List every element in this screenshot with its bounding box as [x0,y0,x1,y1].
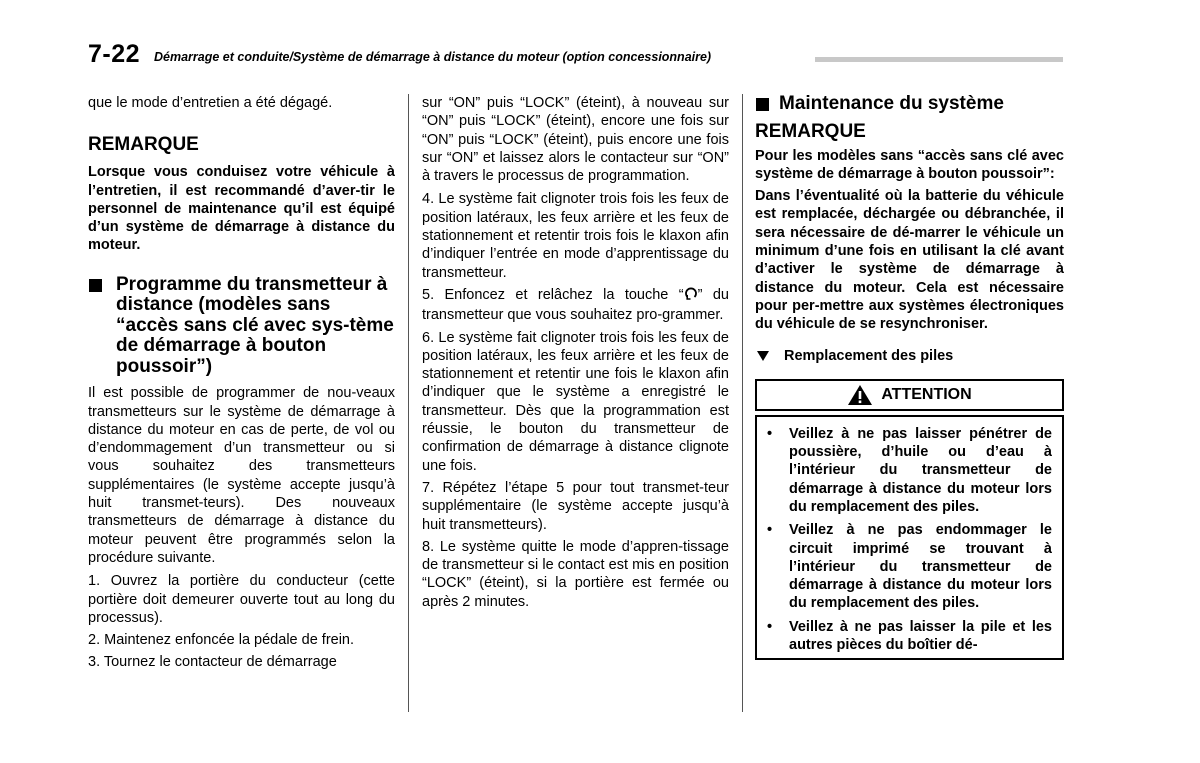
step-3-continued: sur “ON” puis “LOCK” (éteint), à nouveau sur “ON” puis “LOCK” (éteint), encore une fois sur “ON” puis “LOCK” (éteint), puis encore une fois sur “ON” et laissez alors le contacteur sur “ON” à travers le processus de programmation. [422,95,729,185]
attention-item [767,425,1052,516]
intro-text: que le mode d’entretien a été dégagé. [88,95,333,111]
chapter-title: Démarrage et conduite/Système de démarrage à distance du moteur (option concessionnaire) [154,50,712,64]
page-number: 7-22 [88,40,141,68]
bullet-icon: • [767,618,773,635]
attention-item-text: Veillez à ne pas laisser la pile et les autres pièces du boîtier dé- [789,618,1052,654]
remarque-heading: REMARQUE [88,134,199,156]
section-title: Maintenance du système [779,93,1004,114]
remote-start-key-icon [684,286,698,306]
page-header [88,40,1063,70]
column-divider [408,94,409,712]
step-5-text-b: ” du transmetteur que vous souhaitez pro-grammer. [422,286,729,324]
column-2 [422,94,729,615]
subsection-title: Remplacement des piles [784,348,954,365]
step-1: 1. Ouvrez la portière du conducteur (cette portière doit demeurer ouverte tout au long du processus). [88,573,395,626]
section-title: Programme du transmetteur à distance (modèles sans “accès sans clé avec sys-tème de démarrage à bouton poussoir”) [116,273,394,377]
attention-item [767,618,1052,655]
step-5 [422,286,729,325]
bullet-icon: • [767,425,773,442]
step-4: 4. Le système fait clignoter trois fois les feux de position latéraux, les feux arrière et les feux de stationnement et retentir trois fois le klaxon afin d’indiquer l’entrée en mode d’apprentissage du transmetteur. [422,191,729,281]
attention-header [755,379,1064,411]
step-3: 3. Tournez le contacteur de démarrage [88,654,337,671]
section-heading [755,94,1064,115]
attention-item-text: Veillez à ne pas endommager le circuit imprimé se trouvant à l’intérieur du transmetteur de démarrage à distance du moteur lors du remplacement des piles. [789,522,1052,612]
square-bullet-icon [756,98,769,111]
remarque-text: Lorsque vous conduisez votre véhicule à l’entretien, il est recommandé d’aver-tir le personnel de maintenance qu’il est équipé d’un système de démarrage à distance du moteur. [88,164,395,254]
triangle-down-icon [757,351,769,361]
bullet-icon: • [767,522,773,539]
step-2: 2. Maintenez enfoncée la pédale de frein. [88,632,355,649]
column-1 [88,94,395,676]
header-rule [815,57,1063,62]
step-7: 7. Répétez l’étape 5 pour tout transmet-teur supplémentaire (le système accepte jusqu’à huit transmetteurs). [422,479,729,533]
step-8: 8. Le système quitte le mode d’appren-tissage de transmetteur si le contact est mis en position “LOCK” (éteint), si la portière est fermée ou après 2 minutes. [422,538,729,610]
column-3 [755,94,1064,660]
remarque-lead: Pour les modèles sans “accès sans clé avec système de démarrage à bouton poussoir”: [755,147,1064,182]
attention-label: ATTENTION [881,385,972,403]
paragraph: Il est possible de programmer de nou-veaux transmetteurs sur le système de démarrage à distance du moteur en cas de perte, de vol ou d’endommagement d’un transmetteur ou si vous souhaitez des transmetteurs supplémentaires (le système accepte jusqu’à huit transmet-teurs). Des nouveaux transmetteurs de démarrage à distance du moteur peuvent être programmés selon la procédure suivante. [88,385,395,566]
column-divider [742,94,743,712]
remarque-heading: REMARQUE [755,120,866,142]
square-bullet-icon [89,279,102,292]
subsection-heading [755,347,1064,365]
attention-item [767,521,1052,612]
remarque-text: Dans l’éventualité où la batterie du véhicule est remplacée, déchargée ou débranchée, il sera nécessaire de dé-marrer le véhicule un minimum d’une fois en utilisant la clé avant d’activer le système de démarrage à distance du moteur. Cela est nécessaire pour per-mettre aux systèmes électroniques du véhicule de se resynchroniser. [755,188,1064,333]
step-6: 6. Le système fait clignoter trois fois les feux de position latéraux, les feux arrière et les feux de stationnement et retentir une fois le klaxon afin d’indiquer que le système a enregistré le transmetteur. Dès que la programmation est réussie, le bouton du transmetteur de confirmation de démarrage à distance clignote une fois. [422,329,729,474]
warning-triangle-icon [847,384,873,406]
attention-box [755,415,1064,661]
attention-item-text: Veillez à ne pas laisser pénétrer de poussière, d’huile ou d’eau à l’intérieur du transmetteur de démarrage à distance du moteur lors du remplacement des piles. [789,425,1052,515]
section-heading [88,275,395,378]
step-5-text-a: 5. Enfoncez et relâchez la touche “ [422,286,684,303]
